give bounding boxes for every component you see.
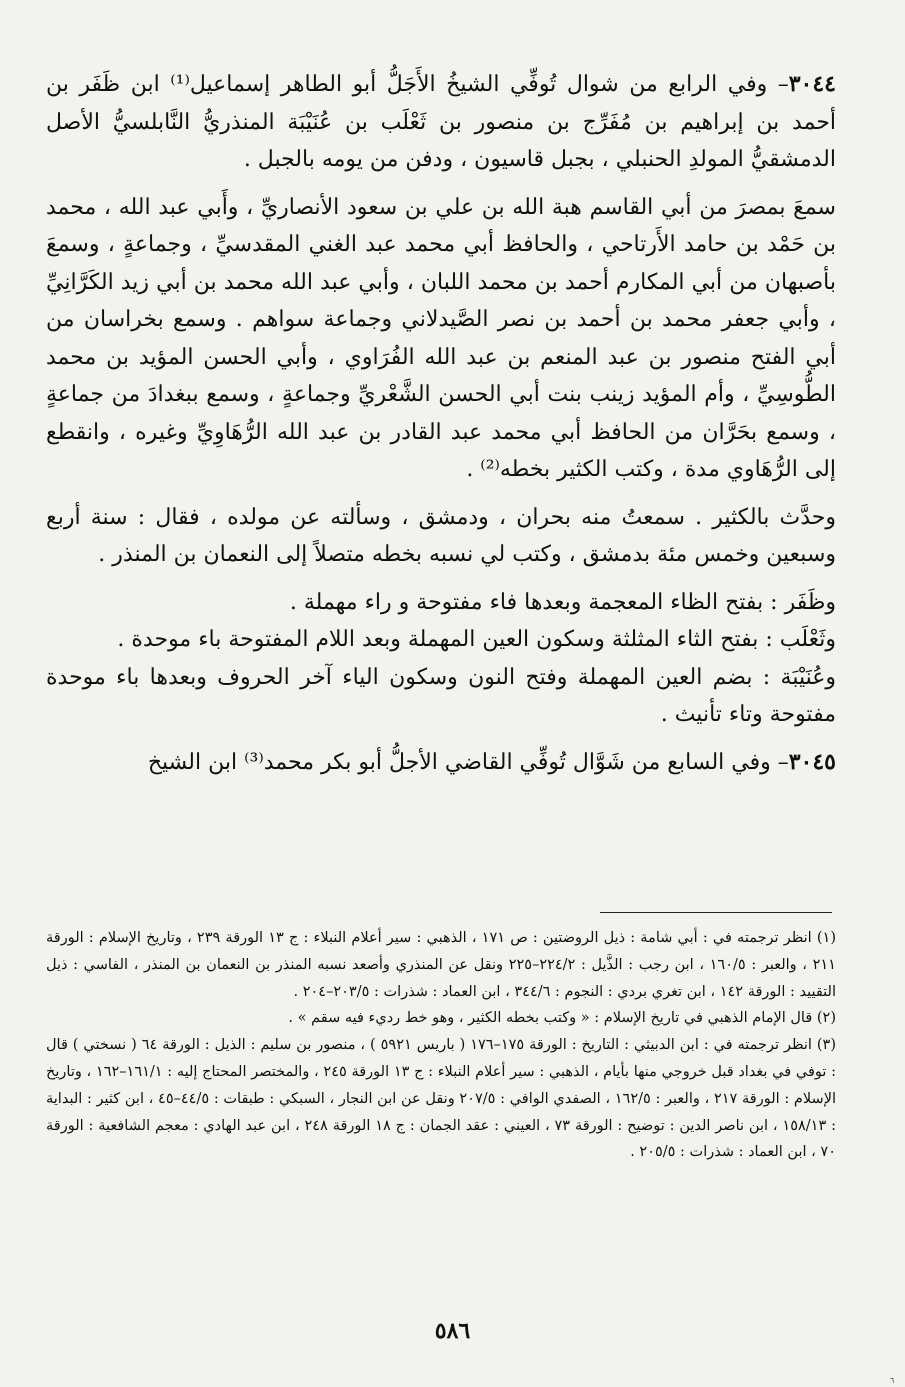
corner-mark: ٦: [890, 1376, 895, 1385]
entry-3045-header: [46, 744, 836, 782]
footnote-divider: [600, 912, 832, 913]
entry-text: – وفي السابع من شَوَّال تُوفِّي القاضي الأجلُّ أبو بكر محمد⁽³⁾ ابن الشيخ: [147, 749, 789, 775]
gloss-zafar: وظَفَر : بفتح الظاء المعجمة وبعدها فاء مفتوحة و راء مهملة .: [289, 589, 836, 615]
gloss-thalab: وثَعْلَب : بفتح الثاء المثلثة وسكون العين المهملة وبعد اللام المفتوحة باء موحدة .: [117, 627, 836, 652]
entry-number: ٣٠٤٥: [788, 748, 836, 775]
footnote-1: (١) انظر ترجمته في : أبي شامة : ذيل الروضتين : ص ١٧١ ، الذهبي : سير أعلام النبلاء : ج ١٣ الورقة ٢٣٩ ، وتاريخ الإسلام : الورقة ٢١١ ، والعبر : ١٦٠/٥ ، ابن رجب : الذَّيل : ٢٢٤/٢–٢٢٥ ونقل عن المنذري وأصعد نسبه المنذر بن النعمان بن المنذر ، الفاسي : ذيل التقييد : الورقة ١٤٢ ، ابن تغري بردي : النجوم : ٣٤٤/٦ ، ابن العماد : شذرات : ٢٠٣/٥–٢٠٤ .: [46, 930, 836, 1000]
gloss-unaybah: وعُنَيْبَة : بضم العين المهملة وفتح النون وسكون الياء آخر الحروف وبعدها باء موحدة مفتوحة وتاء تأنيث .: [46, 664, 836, 727]
entry-3044-header: [46, 66, 836, 179]
footnote-2: (٢) قال الإمام الذهبي في تاريخ الإسلام : « وكتب بخطه الكثير ، وهو خط رديء فيه سقم » .: [288, 1010, 836, 1027]
entry-text: – وفي الرابع من شوال تُوفِّي الشيخُ الأَجَلُّ أبو الطاهر إسماعيل⁽¹⁾ ابن ظَفَر بن أحمد بن إبراهيم بن مُفَرِّج بن منصور بن ثَعْلَب بن عُنَيْبَة المنذريُّ النَّابلسيُّ الأصل الدمشقيُّ المولدِ الحنبلي ، بجبل قاسيون ، ودفن من يومه بالجبل .: [46, 72, 836, 172]
page-number: ٥٨٦: [434, 1318, 471, 1344]
main-text: [46, 66, 836, 781]
entry-number: ٣٠٤٤: [788, 71, 836, 97]
footnotes: [46, 925, 836, 1166]
footnote-3: (٣) انظر ترجمته في : ابن الدبيثي : التاريخ : الورقة ١٧٥–١٧٦ ( باريس ٥٩٢١ ) ، منصور بن سليم : الذيل : الورقة ٦٤ ( نسختي ) قال : توفي في بغداد قبل خروجي منها بأيام ، الذهبي : سير أعلام النبلاء : ج ١٣ الورقة ٢٤٥ ، والمختصر المحتاج إليه : ١٦١/١–١٦٢ ، وتاريخ الإسلام : الورقة ٢١٧ ، والعبر : ١٦٢/٥ ، الصفدي الوافي : ٢٠٧/٥ ونقل عن ابن النجار ، السبكي : طبقات : ٤٤/٥–٤٥ ، ابن كثير : البداية : ١٥٨/١٣ ، ابن ناصر الدين : توضيح : الورقة ٧٣ ، العيني : عقد الجمان : ج ١٨ الورقة ٢٤٨ ، ابن عبد الهادي : معجم الشافعية : الورقة ٧٠ ، ابن العماد : شذرات : ٢٠٥/٥ .: [46, 1037, 837, 1161]
paragraph-teachers: سمعَ بمصرَ من أبي القاسم هبة الله بن علي بن سعود الأنصاريِّ ، وأَبي عبد الله ، محمد بن حَمْد بن حامد الأَرتاحي ، والحافظ أبي محمد عبد الغني المقدسيِّ ، وجماعةٍ ، وسمعَ بأصبهان من أبي المكارم أحمد بن محمد اللبان ، وأبي عبد الله محمد بن أبي زيد الكَرَّانِيِّ ، وأبي جعفر محمد بن أحمد بن نصر الصَّيدلاني وجماعة سواهم . وسمع بخراسان من أبي الفتح منصور بن عبد المنعم بن عبد الله الفُرَاوي ، وأبي الحسن المؤيد بن محمد الطُّوسِيِّ ، وأم المؤيد زينب بنت أبي الحسن الشَّعْريِّ وجماعةٍ ، وسمع ببغدادَ من جماعةٍ ، وسمع بحَرَّان من الحافظ أبي محمد عبد القادر بن عبد الله الرُّهَاوِيِّ وغيره ، وانقطع إلى الرُّهَاوي مدة ، وكتب الكثير بخطه⁽²⁾ .: [46, 194, 836, 482]
paragraph-narration: وحدَّث بالكثير . سمعتُ منه بحران ، ودمشق ، وسألته عن مولده ، فقال : سنة أربع وسبعين وخمس مئة بدمشق ، وكتب لي نسبه بخطه متصلاً إلى النعمان بن المنذر .: [46, 504, 836, 567]
